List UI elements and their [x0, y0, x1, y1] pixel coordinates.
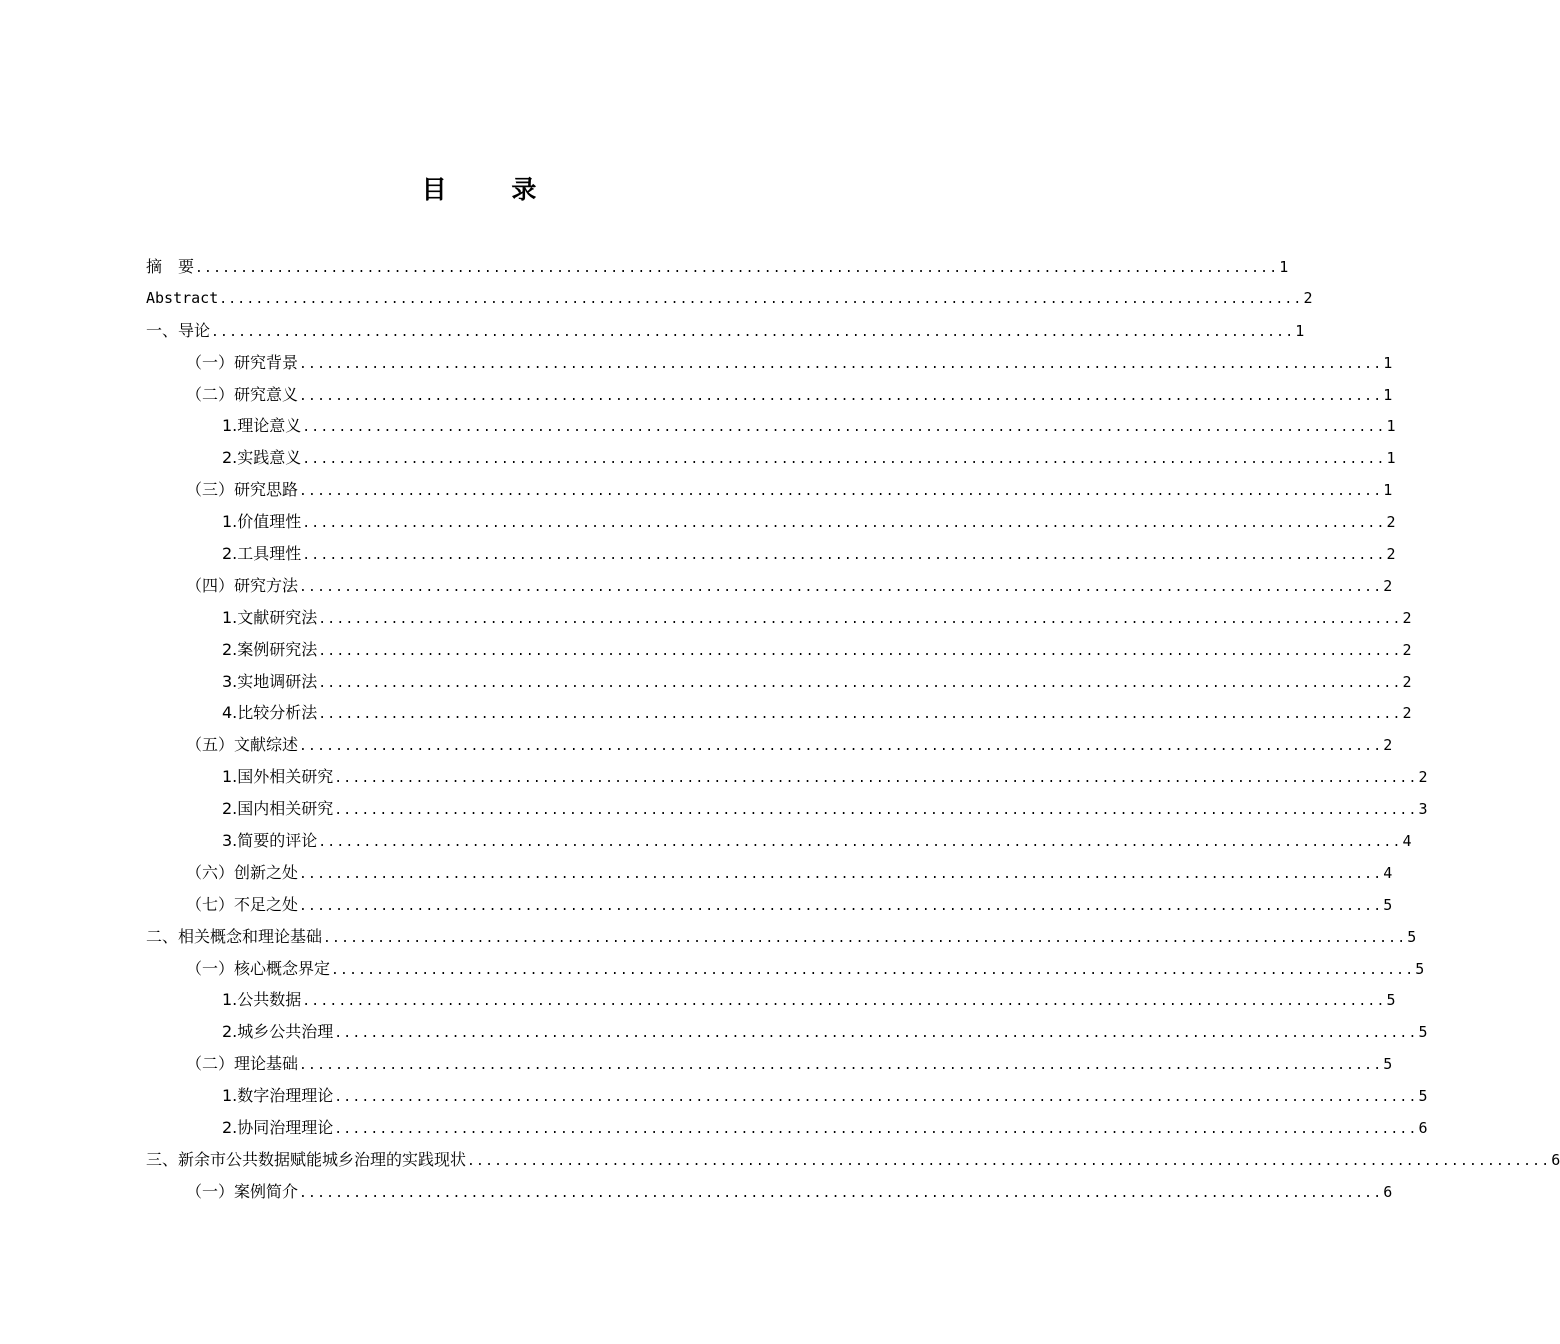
toc-page-number: 2 — [1418, 768, 1428, 787]
toc-entry-label: （五）文献综述 — [186, 735, 299, 755]
toc-entry[interactable] — [146, 602, 1412, 634]
toc-page-number: 2 — [1402, 608, 1412, 627]
toc-entry[interactable] — [146, 857, 1393, 889]
toc-entry-label: 三、新余市公共数据赋能城乡治理的实践现状 — [146, 1149, 467, 1169]
toc-entry[interactable] — [146, 315, 1305, 347]
toc-dot-leader: ........................................................................................................................ — [219, 291, 1303, 307]
table-of-contents — [146, 251, 1560, 1208]
toc-dot-leader: ........................................................................................................................ — [299, 484, 1383, 500]
toc-page-number: 5 — [1386, 991, 1396, 1010]
toc-dot-leader: ........................................................................................................................ — [299, 898, 1383, 914]
toc-page-number: 6 — [1551, 1150, 1560, 1169]
toc-entry[interactable] — [146, 825, 1412, 857]
toc-entry[interactable] — [146, 793, 1428, 825]
toc-entry[interactable] — [146, 347, 1393, 379]
toc-entry-label: （六）创新之处 — [186, 862, 299, 882]
toc-page-number: 5 — [1418, 1023, 1428, 1042]
toc-entry[interactable] — [146, 953, 1425, 985]
toc-dot-leader: ........................................................................................................................ — [299, 356, 1383, 372]
toc-page-number: 5 — [1407, 927, 1417, 946]
toc-page-number: 1 — [1386, 417, 1396, 436]
toc-entry[interactable] — [146, 761, 1428, 793]
toc-page-number: 2 — [1383, 576, 1393, 595]
toc-entry-label: 1.价值理性 — [222, 512, 302, 532]
toc-entry[interactable] — [146, 283, 1313, 315]
toc-dot-leader: ........................................................................................................................ — [334, 1090, 1418, 1106]
toc-dot-leader: ........................................................................................................................ — [334, 771, 1418, 787]
toc-page-number: 1 — [1279, 258, 1289, 276]
toc-page-number: 5 — [1418, 1087, 1428, 1106]
toc-dot-leader: ........................................................................................................................ — [302, 420, 1386, 436]
toc-entry-label: 1.国外相关研究 — [222, 767, 334, 787]
toc-page-number: 6 — [1383, 1182, 1393, 1201]
toc-dot-leader: ........................................................................................................................ — [299, 1058, 1383, 1074]
toc-entry-label: 2.国内相关研究 — [222, 799, 334, 819]
toc-dot-leader: ........................................................................................................................ — [299, 1185, 1383, 1201]
toc-dot-leader: ........................................................................................................................ — [299, 866, 1383, 882]
toc-entry-label: （一）研究背景 — [186, 352, 299, 372]
toc-dot-leader: ........................................................................................................................ — [318, 643, 1402, 659]
toc-entry[interactable] — [146, 251, 1289, 283]
toc-dot-leader: ........................................................................................................................ — [299, 739, 1383, 755]
toc-entry-label: 1.文献研究法 — [222, 607, 318, 627]
toc-dot-leader: ........................................................................................................................ — [318, 611, 1402, 627]
toc-entry-label: （一）核心概念界定 — [186, 958, 331, 978]
toc-entry[interactable] — [146, 666, 1412, 698]
toc-entry-label: 1.公共数据 — [222, 990, 302, 1010]
toc-dot-leader: ........................................................................................................................ — [334, 1122, 1418, 1138]
toc-entry[interactable] — [146, 889, 1393, 921]
toc-dot-leader: ........................................................................................................................ — [331, 962, 1415, 978]
toc-dot-leader: ........................................................................................................................ — [318, 835, 1402, 851]
toc-entry-label: 2.案例研究法 — [222, 639, 318, 659]
toc-page-number: 1 — [1386, 449, 1396, 468]
toc-entry[interactable] — [146, 442, 1396, 474]
toc-entry[interactable] — [146, 1048, 1393, 1080]
toc-page-number: 2 — [1386, 513, 1396, 532]
toc-entry[interactable] — [146, 729, 1393, 761]
toc-page-number: 3 — [1418, 800, 1428, 819]
toc-entry-label: 3.实地调研法 — [222, 671, 318, 691]
toc-entry[interactable] — [146, 506, 1396, 538]
toc-entry-label: （三）研究思路 — [186, 480, 299, 500]
toc-dot-leader: ........................................................................................................................ — [318, 675, 1402, 691]
toc-entry-label: 1.数字治理理论 — [222, 1086, 334, 1106]
toc-entry-label: 2.协同治理理论 — [222, 1118, 334, 1138]
toc-page-number: 1 — [1383, 385, 1393, 404]
toc-dot-leader: ........................................................................................................................ — [302, 516, 1386, 532]
toc-entry-label: （一）案例简介 — [186, 1181, 299, 1201]
toc-page-number: 2 — [1383, 736, 1393, 755]
toc-page-number: 5 — [1415, 959, 1425, 978]
toc-entry[interactable] — [146, 410, 1396, 442]
toc-entry[interactable] — [146, 538, 1396, 570]
toc-entry-label: （四）研究方法 — [186, 575, 299, 595]
toc-entry[interactable] — [146, 1144, 1560, 1176]
toc-page-number: 2 — [1386, 545, 1396, 564]
toc-dot-leader: ........................................................................................................................ — [467, 1153, 1551, 1169]
toc-page-number: 5 — [1383, 895, 1393, 914]
toc-entry-label: 2.实践意义 — [222, 448, 302, 468]
toc-page-number: 2 — [1402, 640, 1412, 659]
toc-page-number: 1 — [1383, 481, 1393, 500]
toc-entry-label: （七）不足之处 — [186, 894, 299, 914]
toc-page-number: 2 — [1402, 704, 1412, 723]
toc-dot-leader: ........................................................................................................................ — [299, 579, 1383, 595]
toc-page-number: 2 — [1303, 288, 1313, 307]
toc-entry-label: 2.工具理性 — [222, 544, 302, 564]
toc-entry-label: 3.简要的评论 — [222, 831, 318, 851]
toc-dot-leader: ........................................................................................................................ — [334, 1026, 1418, 1042]
toc-entry[interactable] — [146, 634, 1412, 666]
toc-entry-label: （二）研究意义 — [186, 384, 299, 404]
toc-page-number: 2 — [1402, 672, 1412, 691]
toc-entry-label: 摘 要 — [146, 257, 195, 276]
toc-dot-leader: ........................................................................................................................ — [323, 930, 1407, 946]
toc-dot-leader: ........................................................................................................................ — [302, 548, 1386, 564]
toc-page-number: 6 — [1418, 1119, 1428, 1138]
page-title: 目 录 — [421, 175, 565, 204]
toc-entry-label: 1.理论意义 — [222, 416, 302, 436]
toc-entry[interactable] — [146, 1016, 1428, 1048]
toc-entry[interactable] — [146, 921, 1417, 953]
toc-dot-leader: ........................................................................................................................ — [302, 994, 1386, 1010]
toc-page-number: 4 — [1402, 832, 1412, 851]
toc-entry[interactable] — [146, 1112, 1428, 1144]
toc-entry-label: 4.比较分析法 — [222, 703, 318, 723]
toc-page-number: 1 — [1295, 321, 1305, 340]
toc-dot-leader: ........................................................................................................................ — [302, 452, 1386, 468]
toc-page-number: 1 — [1383, 353, 1393, 372]
toc-entry[interactable] — [146, 1080, 1428, 1112]
toc-dot-leader: ........................................................................................................................ — [318, 707, 1402, 723]
toc-entry-label: Abstract — [146, 288, 219, 307]
toc-dot-leader: ........................................................................................................................ — [211, 324, 1295, 340]
toc-page-number: 5 — [1383, 1055, 1393, 1074]
toc-entry-label: 二、相关概念和理论基础 — [146, 926, 323, 946]
toc-dot-leader: ........................................................................................................................ — [299, 388, 1383, 404]
toc-entry[interactable] — [146, 570, 1393, 602]
toc-entry[interactable] — [146, 474, 1393, 506]
toc-dot-leader: ........................................................................................................................ — [334, 803, 1418, 819]
toc-entry-label: （二）理论基础 — [186, 1054, 299, 1074]
toc-page-number: 4 — [1383, 863, 1393, 882]
toc-entry[interactable] — [146, 697, 1412, 729]
toc-entry-label: 2.城乡公共治理 — [222, 1022, 334, 1042]
toc-entry[interactable] — [146, 379, 1393, 411]
toc-entry[interactable] — [146, 1176, 1393, 1208]
toc-entry-label: 一、导论 — [146, 320, 211, 340]
toc-dot-leader: ........................................................................................................................ — [195, 261, 1279, 276]
toc-entry[interactable] — [146, 984, 1396, 1016]
